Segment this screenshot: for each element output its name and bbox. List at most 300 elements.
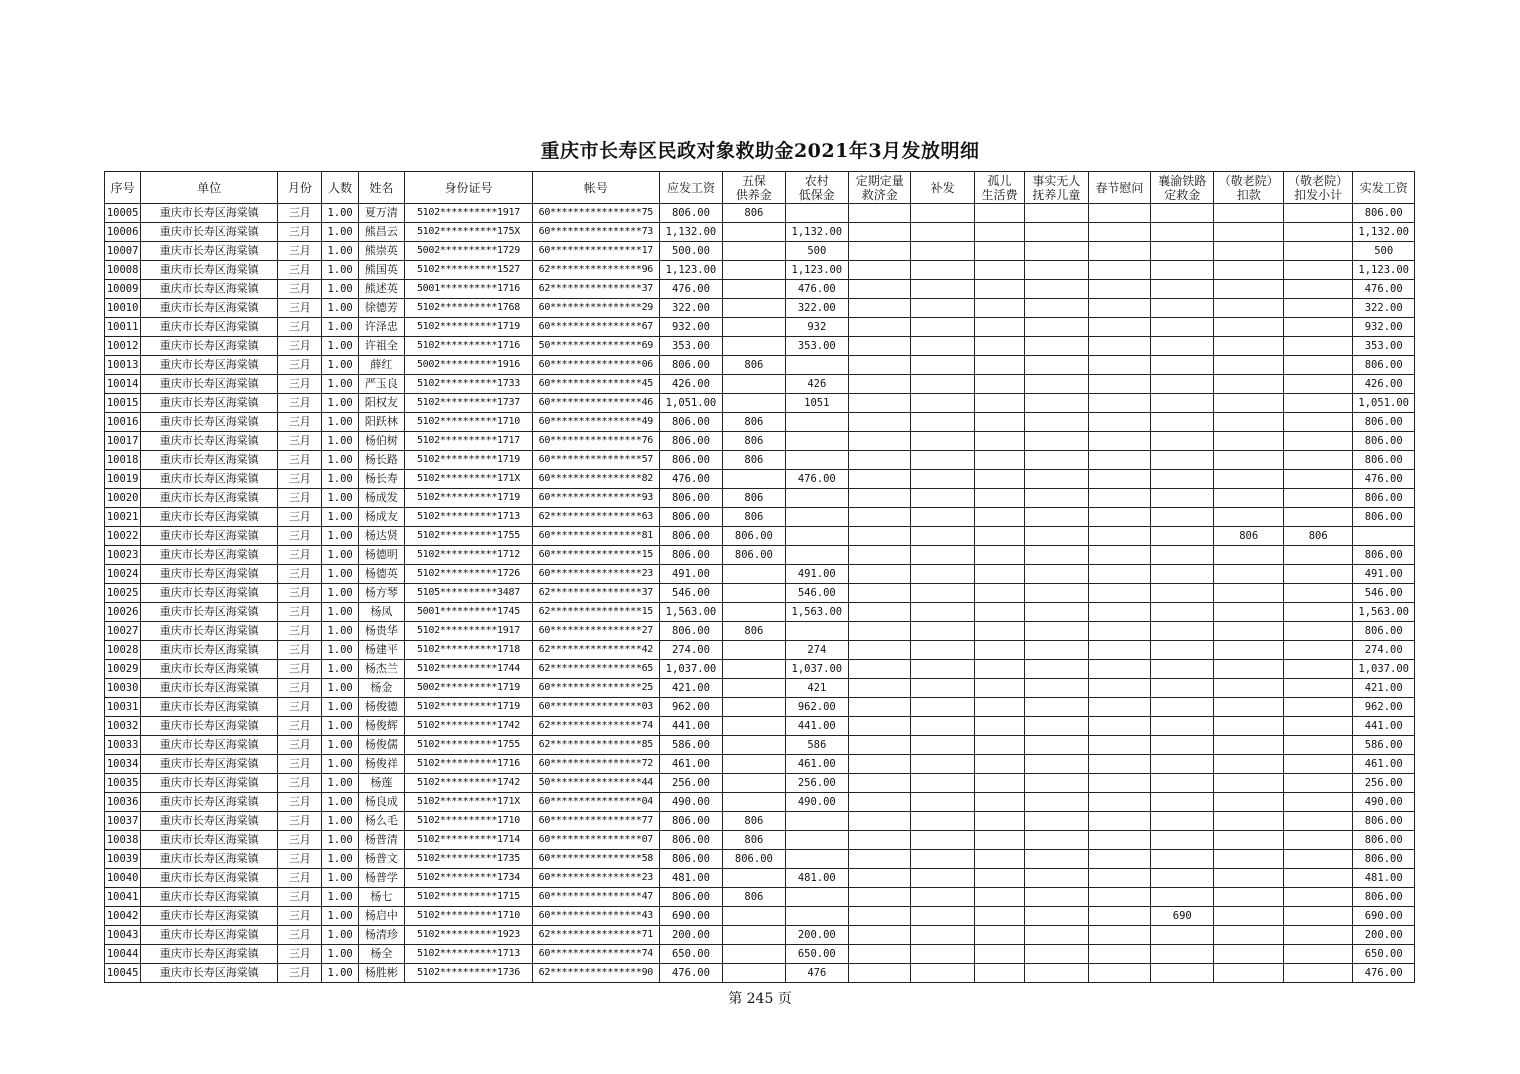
cell-festival <box>1088 869 1150 888</box>
cell-name: 阳权友 <box>358 394 404 413</box>
column-header-name: 姓名 <box>358 172 404 204</box>
cell-deduct-sum <box>1283 622 1352 641</box>
cell-id-number: 5102**********1736 <box>405 964 533 983</box>
table-row <box>105 375 1415 394</box>
cell-count: 1.00 <box>322 242 358 261</box>
cell-month: 三月 <box>278 850 322 869</box>
cell-railway <box>1151 223 1214 242</box>
cell-account: 60****************46 <box>532 394 659 413</box>
cell-month: 三月 <box>278 394 322 413</box>
cell-child <box>1025 812 1088 831</box>
cell-seq: 10007 <box>105 242 141 261</box>
cell-back-pay <box>911 356 974 375</box>
cell-deduct-sum <box>1283 641 1352 660</box>
cell-name: 杨方琴 <box>358 584 404 603</box>
cell-net-pay: 461.00 <box>1353 755 1415 774</box>
cell-seq: 10023 <box>105 546 141 565</box>
cell-relief <box>849 945 911 964</box>
cell-name: 杨启中 <box>358 907 404 926</box>
cell-child <box>1025 527 1088 546</box>
cell-festival <box>1088 413 1150 432</box>
cell-count: 1.00 <box>322 945 358 964</box>
cell-account: 60****************74 <box>532 945 659 964</box>
cell-festival <box>1088 565 1150 584</box>
cell-orphan <box>974 926 1024 945</box>
cell-month: 三月 <box>278 223 322 242</box>
cell-orphan <box>974 318 1024 337</box>
cell-relief <box>849 926 911 945</box>
cell-orphan <box>974 451 1024 470</box>
cell-month: 三月 <box>278 660 322 679</box>
cell-festival <box>1088 926 1150 945</box>
cell-child <box>1025 603 1088 622</box>
cell-festival <box>1088 945 1150 964</box>
cell-railway <box>1151 698 1214 717</box>
cell-count: 1.00 <box>322 223 358 242</box>
cell-net-pay: 1,037.00 <box>1353 660 1415 679</box>
cell-railway: 690 <box>1151 907 1214 926</box>
cell-name: 杨德明 <box>358 546 404 565</box>
cell-count: 1.00 <box>322 698 358 717</box>
cell-festival <box>1088 223 1150 242</box>
cell-deduct <box>1214 679 1283 698</box>
cell-deduct-sum <box>1283 584 1352 603</box>
cell-festival <box>1088 489 1150 508</box>
cell-child <box>1025 375 1088 394</box>
cell-id-number: 5102**********175X <box>405 223 533 242</box>
cell-deduct-sum <box>1283 432 1352 451</box>
cell-railway <box>1151 964 1214 983</box>
cell-child <box>1025 242 1088 261</box>
cell-deduct <box>1214 812 1283 831</box>
table-row <box>105 242 1415 261</box>
cell-back-pay <box>911 926 974 945</box>
cell-child <box>1025 945 1088 964</box>
cell-unit: 重庆市长寿区海棠镇 <box>141 679 278 698</box>
cell-back-pay <box>911 470 974 489</box>
cell-railway <box>1151 299 1214 318</box>
cell-name: 杨建平 <box>358 641 404 660</box>
cell-relief <box>849 641 911 660</box>
cell-back-pay <box>911 204 974 223</box>
cell-wubao: 806.00 <box>723 546 785 565</box>
cell-deduct <box>1214 869 1283 888</box>
cell-month: 三月 <box>278 565 322 584</box>
column-header-dibao: 农村 低保金 <box>785 172 848 204</box>
cell-orphan <box>974 565 1024 584</box>
cell-account: 60****************04 <box>532 793 659 812</box>
cell-deduct-sum <box>1283 679 1352 698</box>
cell-account: 60****************58 <box>532 850 659 869</box>
cell-seq: 10027 <box>105 622 141 641</box>
cell-relief <box>849 565 911 584</box>
cell-net-pay: 806.00 <box>1353 831 1415 850</box>
table-row <box>105 565 1415 584</box>
cell-seq: 10015 <box>105 394 141 413</box>
table-row <box>105 907 1415 926</box>
cell-count: 1.00 <box>322 793 358 812</box>
cell-gross-pay: 274.00 <box>659 641 722 660</box>
cell-net-pay: 932.00 <box>1353 318 1415 337</box>
cell-railway <box>1151 527 1214 546</box>
cell-deduct-sum <box>1283 736 1352 755</box>
cell-count: 1.00 <box>322 565 358 584</box>
cell-id-number: 5102**********1744 <box>405 660 533 679</box>
cell-deduct-sum <box>1283 755 1352 774</box>
cell-relief <box>849 527 911 546</box>
table-row <box>105 964 1415 983</box>
cell-deduct-sum <box>1283 717 1352 736</box>
cell-child <box>1025 584 1088 603</box>
cell-railway <box>1151 565 1214 584</box>
cell-back-pay <box>911 299 974 318</box>
cell-dibao: 200.00 <box>785 926 848 945</box>
cell-railway <box>1151 888 1214 907</box>
cell-dibao: 426 <box>785 375 848 394</box>
column-header-month: 月份 <box>278 172 322 204</box>
cell-festival <box>1088 204 1150 223</box>
cell-festival <box>1088 641 1150 660</box>
cell-name: 夏万清 <box>358 204 404 223</box>
cell-gross-pay: 806.00 <box>659 508 722 527</box>
cell-unit: 重庆市长寿区海棠镇 <box>141 527 278 546</box>
cell-wubao <box>723 698 785 717</box>
cell-child <box>1025 318 1088 337</box>
cell-railway <box>1151 356 1214 375</box>
cell-net-pay: 426.00 <box>1353 375 1415 394</box>
cell-month: 三月 <box>278 945 322 964</box>
cell-seq: 10041 <box>105 888 141 907</box>
cell-deduct-sum <box>1283 907 1352 926</box>
cell-seq: 10030 <box>105 679 141 698</box>
cell-child <box>1025 394 1088 413</box>
cell-wubao <box>723 660 785 679</box>
cell-orphan <box>974 755 1024 774</box>
cell-back-pay <box>911 261 974 280</box>
table-row <box>105 793 1415 812</box>
cell-back-pay <box>911 337 974 356</box>
table-row <box>105 394 1415 413</box>
cell-child <box>1025 280 1088 299</box>
cell-child <box>1025 204 1088 223</box>
cell-back-pay <box>911 812 974 831</box>
cell-account: 60****************07 <box>532 831 659 850</box>
cell-unit: 重庆市长寿区海棠镇 <box>141 926 278 945</box>
cell-name: 杨普清 <box>358 831 404 850</box>
cell-unit: 重庆市长寿区海棠镇 <box>141 945 278 964</box>
cell-id-number: 5102**********1755 <box>405 527 533 546</box>
cell-seq: 10024 <box>105 565 141 584</box>
cell-back-pay <box>911 508 974 527</box>
cell-deduct <box>1214 261 1283 280</box>
cell-child <box>1025 413 1088 432</box>
cell-deduct-sum <box>1283 375 1352 394</box>
cell-deduct <box>1214 603 1283 622</box>
cell-deduct-sum <box>1283 451 1352 470</box>
cell-account: 62****************90 <box>532 964 659 983</box>
cell-orphan <box>974 679 1024 698</box>
cell-relief <box>849 755 911 774</box>
cell-child <box>1025 641 1088 660</box>
cell-deduct <box>1214 926 1283 945</box>
cell-unit: 重庆市长寿区海棠镇 <box>141 451 278 470</box>
cell-wubao <box>723 641 785 660</box>
cell-unit: 重庆市长寿区海棠镇 <box>141 888 278 907</box>
cell-railway <box>1151 679 1214 698</box>
cell-railway <box>1151 280 1214 299</box>
cell-wubao: 806 <box>723 489 785 508</box>
cell-deduct-sum <box>1283 318 1352 337</box>
cell-gross-pay: 690.00 <box>659 907 722 926</box>
cell-relief <box>849 546 911 565</box>
cell-railway <box>1151 489 1214 508</box>
cell-id-number: 5001**********1745 <box>405 603 533 622</box>
cell-festival <box>1088 261 1150 280</box>
table-row <box>105 926 1415 945</box>
table-row <box>105 660 1415 679</box>
cell-month: 三月 <box>278 907 322 926</box>
cell-unit: 重庆市长寿区海棠镇 <box>141 584 278 603</box>
cell-account: 60****************23 <box>532 565 659 584</box>
column-header-child: 事实无人 抚养儿童 <box>1025 172 1088 204</box>
cell-child <box>1025 261 1088 280</box>
cell-festival <box>1088 698 1150 717</box>
cell-relief <box>849 394 911 413</box>
cell-festival <box>1088 812 1150 831</box>
cell-account: 62****************71 <box>532 926 659 945</box>
cell-count: 1.00 <box>322 470 358 489</box>
cell-deduct-sum <box>1283 223 1352 242</box>
cell-dibao <box>785 907 848 926</box>
cell-orphan <box>974 888 1024 907</box>
cell-child <box>1025 489 1088 508</box>
cell-relief <box>849 489 911 508</box>
cell-gross-pay: 476.00 <box>659 280 722 299</box>
cell-seq: 10034 <box>105 755 141 774</box>
cell-relief <box>849 812 911 831</box>
cell-deduct <box>1214 736 1283 755</box>
cell-orphan <box>974 375 1024 394</box>
cell-name: 杨普文 <box>358 850 404 869</box>
cell-wubao <box>723 394 785 413</box>
cell-seq: 10017 <box>105 432 141 451</box>
cell-dibao: 932 <box>785 318 848 337</box>
cell-dibao <box>785 831 848 850</box>
cell-dibao: 650.00 <box>785 945 848 964</box>
cell-gross-pay: 806.00 <box>659 204 722 223</box>
cell-relief <box>849 451 911 470</box>
cell-deduct <box>1214 356 1283 375</box>
cell-child <box>1025 850 1088 869</box>
cell-back-pay <box>911 489 974 508</box>
cell-account: 60****************81 <box>532 527 659 546</box>
cell-relief <box>849 299 911 318</box>
cell-relief <box>849 698 911 717</box>
cell-net-pay: 806.00 <box>1353 546 1415 565</box>
cell-count: 1.00 <box>322 774 358 793</box>
cell-festival <box>1088 964 1150 983</box>
cell-wubao <box>723 964 785 983</box>
cell-net-pay: 491.00 <box>1353 565 1415 584</box>
cell-relief <box>849 774 911 793</box>
cell-net-pay: 200.00 <box>1353 926 1415 945</box>
table-row <box>105 204 1415 223</box>
cell-month: 三月 <box>278 584 322 603</box>
cell-unit: 重庆市长寿区海棠镇 <box>141 736 278 755</box>
table-row <box>105 413 1415 432</box>
cell-relief <box>849 584 911 603</box>
cell-railway <box>1151 204 1214 223</box>
column-header-wubao: 五保 供养金 <box>723 172 785 204</box>
column-header-relief: 定期定量 救济金 <box>849 172 911 204</box>
cell-deduct-sum <box>1283 774 1352 793</box>
cell-dibao <box>785 527 848 546</box>
cell-unit: 重庆市长寿区海棠镇 <box>141 470 278 489</box>
table-row <box>105 869 1415 888</box>
cell-id-number: 5102**********1716 <box>405 755 533 774</box>
cell-back-pay <box>911 603 974 622</box>
cell-festival <box>1088 470 1150 489</box>
cell-count: 1.00 <box>322 869 358 888</box>
cell-wubao: 806 <box>723 204 785 223</box>
cell-orphan <box>974 432 1024 451</box>
page-number: 第 245 页 <box>728 991 792 1007</box>
cell-festival <box>1088 660 1150 679</box>
cell-id-number: 5102**********1715 <box>405 888 533 907</box>
table-row <box>105 717 1415 736</box>
table-row <box>105 850 1415 869</box>
column-header-back-pay: 补发 <box>911 172 974 204</box>
cell-month: 三月 <box>278 299 322 318</box>
cell-relief <box>849 204 911 223</box>
cell-deduct-sum <box>1283 394 1352 413</box>
cell-railway <box>1151 812 1214 831</box>
cell-orphan <box>974 717 1024 736</box>
cell-count: 1.00 <box>322 432 358 451</box>
cell-id-number: 5102**********1737 <box>405 394 533 413</box>
cell-orphan <box>974 337 1024 356</box>
cell-relief <box>849 660 911 679</box>
table-row <box>105 261 1415 280</box>
cell-gross-pay: 806.00 <box>659 831 722 850</box>
cell-unit: 重庆市长寿区海棠镇 <box>141 394 278 413</box>
cell-orphan <box>974 413 1024 432</box>
cell-account: 60****************72 <box>532 755 659 774</box>
cell-month: 三月 <box>278 413 322 432</box>
cell-gross-pay: 806.00 <box>659 356 722 375</box>
table-row <box>105 546 1415 565</box>
cell-deduct-sum <box>1283 413 1352 432</box>
cell-name: 杨成友 <box>358 508 404 527</box>
cell-back-pay <box>911 641 974 660</box>
cell-dibao: 256.00 <box>785 774 848 793</box>
cell-relief <box>849 318 911 337</box>
cell-railway <box>1151 793 1214 812</box>
cell-net-pay: 274.00 <box>1353 641 1415 660</box>
cell-name: 杨达贤 <box>358 527 404 546</box>
cell-orphan <box>974 660 1024 679</box>
cell-unit: 重庆市长寿区海棠镇 <box>141 793 278 812</box>
cell-net-pay: 650.00 <box>1353 945 1415 964</box>
cell-dibao <box>785 812 848 831</box>
cell-id-number: 5102**********171X <box>405 470 533 489</box>
cell-relief <box>849 793 911 812</box>
cell-net-pay: 476.00 <box>1353 964 1415 983</box>
cell-count: 1.00 <box>322 888 358 907</box>
cell-name: 杨么毛 <box>358 812 404 831</box>
cell-seq: 10026 <box>105 603 141 622</box>
cell-account: 60****************77 <box>532 812 659 831</box>
cell-back-pay <box>911 318 974 337</box>
cell-seq: 10028 <box>105 641 141 660</box>
cell-deduct-sum <box>1283 299 1352 318</box>
cell-dibao: 546.00 <box>785 584 848 603</box>
cell-count: 1.00 <box>322 926 358 945</box>
cell-unit: 重庆市长寿区海棠镇 <box>141 318 278 337</box>
cell-relief <box>849 907 911 926</box>
cell-wubao: 806.00 <box>723 527 785 546</box>
cell-gross-pay: 426.00 <box>659 375 722 394</box>
cell-net-pay: 806.00 <box>1353 204 1415 223</box>
cell-name: 徐德芳 <box>358 299 404 318</box>
cell-dibao: 962.00 <box>785 698 848 717</box>
cell-month: 三月 <box>278 812 322 831</box>
cell-account: 60****************23 <box>532 869 659 888</box>
cell-month: 三月 <box>278 736 322 755</box>
cell-deduct <box>1214 242 1283 261</box>
cell-railway <box>1151 261 1214 280</box>
cell-wubao: 806 <box>723 432 785 451</box>
cell-name: 杨胜彬 <box>358 964 404 983</box>
cell-festival <box>1088 755 1150 774</box>
cell-seq: 10019 <box>105 470 141 489</box>
cell-festival <box>1088 451 1150 470</box>
cell-month: 三月 <box>278 375 322 394</box>
cell-account: 62****************85 <box>532 736 659 755</box>
cell-deduct <box>1214 546 1283 565</box>
table-row <box>105 451 1415 470</box>
cell-unit: 重庆市长寿区海棠镇 <box>141 698 278 717</box>
cell-seq: 10031 <box>105 698 141 717</box>
cell-railway <box>1151 926 1214 945</box>
table-row <box>105 812 1415 831</box>
cell-deduct-sum <box>1283 831 1352 850</box>
cell-seq: 10045 <box>105 964 141 983</box>
cell-deduct-sum <box>1283 888 1352 907</box>
cell-relief <box>849 679 911 698</box>
cell-id-number: 5102**********1717 <box>405 432 533 451</box>
cell-account: 60****************82 <box>532 470 659 489</box>
cell-name: 熊崇英 <box>358 242 404 261</box>
cell-month: 三月 <box>278 242 322 261</box>
cell-festival <box>1088 679 1150 698</box>
cell-seq: 10012 <box>105 337 141 356</box>
cell-net-pay: 546.00 <box>1353 584 1415 603</box>
cell-festival <box>1088 337 1150 356</box>
cell-month: 三月 <box>278 432 322 451</box>
cell-seq: 10006 <box>105 223 141 242</box>
cell-dibao <box>785 432 848 451</box>
cell-orphan <box>974 204 1024 223</box>
column-header-deduct: （敬老院） 扣款 <box>1214 172 1283 204</box>
cell-name: 杨良成 <box>358 793 404 812</box>
cell-back-pay <box>911 527 974 546</box>
cell-relief <box>849 261 911 280</box>
cell-seq: 10013 <box>105 356 141 375</box>
cell-count: 1.00 <box>322 812 358 831</box>
cell-back-pay <box>911 394 974 413</box>
cell-id-number: 5102**********1713 <box>405 945 533 964</box>
